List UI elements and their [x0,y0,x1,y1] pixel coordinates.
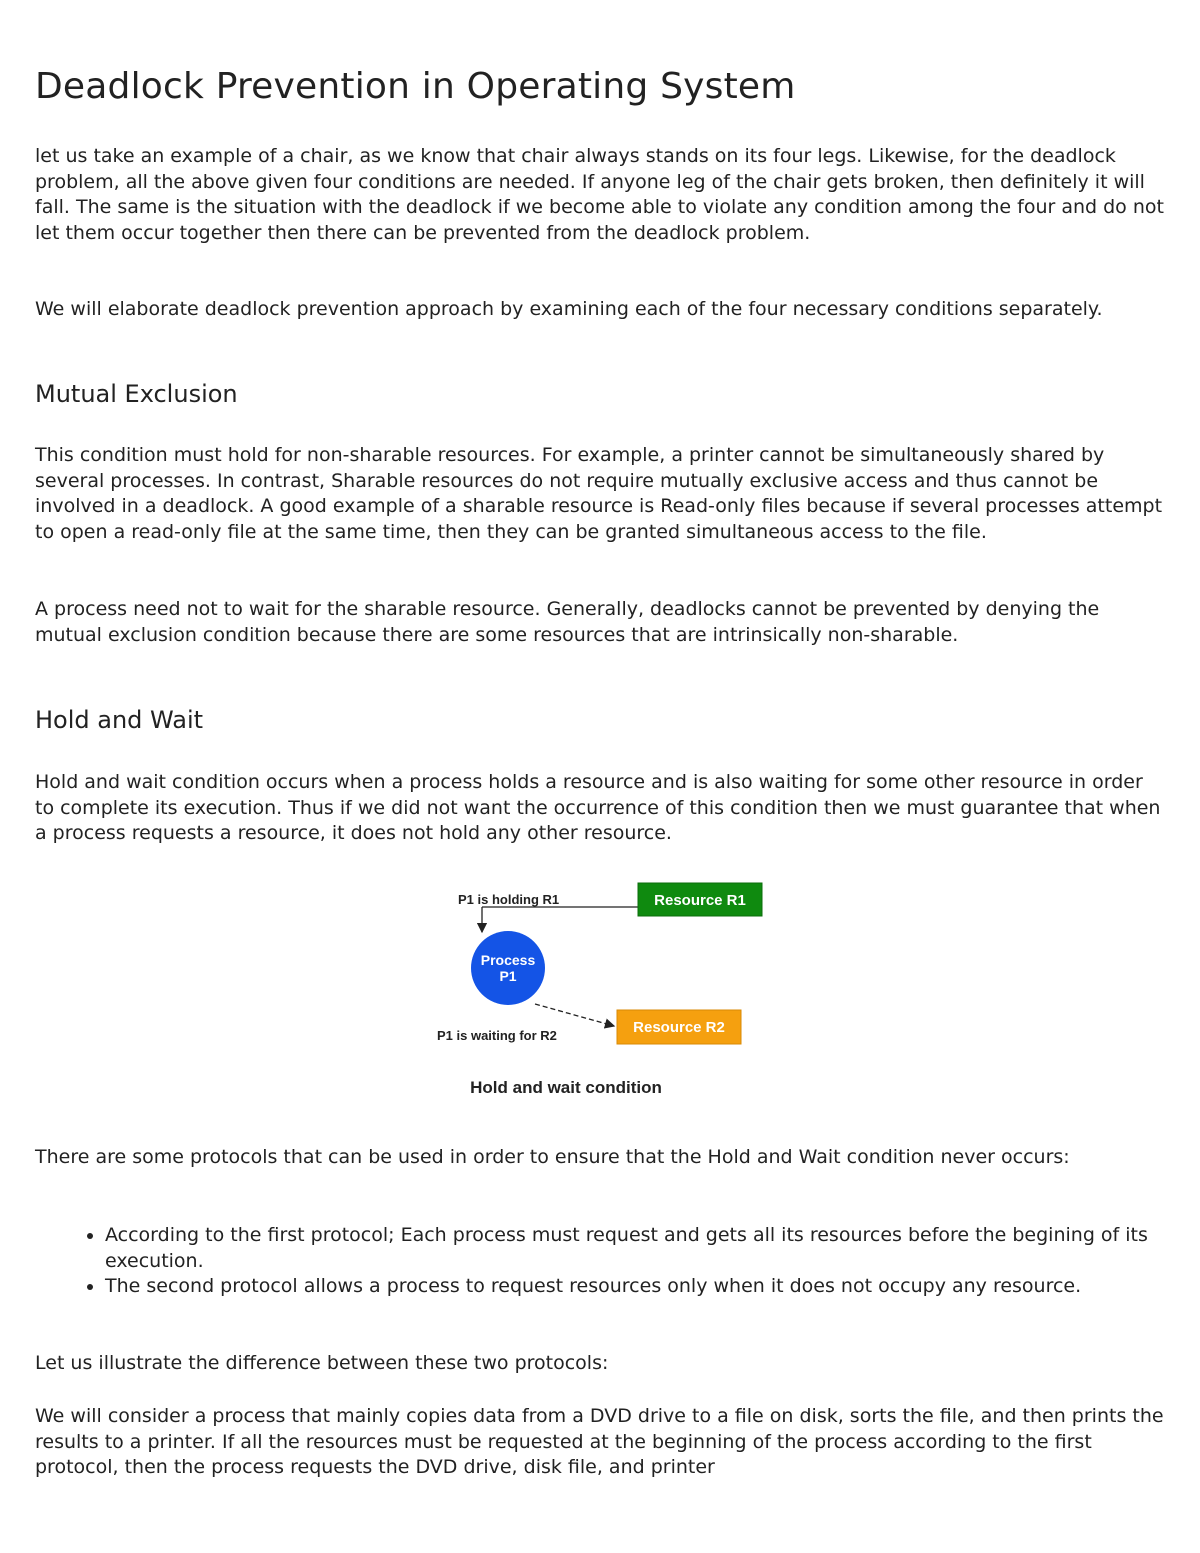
intro-paragraph-2: We will elaborate deadlock prevention approach by examining each of the four necessary conditions separately. [35,298,1103,320]
mutual-exclusion-paragraph-2: A process need not to wait for the sharable resource. Generally, deadlocks cannot be prevented by denying the mutual exclusion condition because there are some resources that are intrinsically non-sharable. [35,598,1100,646]
resource-r2-label: Resource R2 [633,1019,725,1036]
heading-mutual-exclusion: Mutual Exclusion [35,380,238,408]
intro-paragraph-1: let us take an example of a chair, as we know that chair always stands on its four legs. Likewise, for the deadlock problem, all the above given four conditions are needed. If anyone leg of the chair gets broken, then definitely it will fall. The same is the situation with the deadlock if we become able to violate any condition among the four and do not let them occur together then there can be prevented from the deadlock problem. [35,145,1164,244]
hold-and-wait-diagram [425,878,785,1108]
list-item: • According to the first protocol; Each process must request and gets all its resources before the begining of its execution. [105,1223,1200,1274]
diagram-svg [425,878,785,1108]
mutual-exclusion-paragraph-1: This condition must hold for non-sharable resources. For example, a printer cannot be simultaneously shared by several processes. In contrast, Sharable resources do not require mutually exclusive access and thus cannot be involved in a deadlock. A good example of a sharable resource is Read-only files because if several processes attempt to open a read-only file at the same time, then they can be granted simultaneous access to the file. [35,444,1163,543]
label-waiting: P1 is waiting for R2 [437,1028,557,1043]
diagram-caption: Hold and wait condition [470,1078,662,1097]
hold-and-wait-paragraph-2: There are some protocols that can be used in order to ensure that the Hold and Wait condition never occurs: [35,1146,1070,1168]
hold-and-wait-paragraph-1: Hold and wait condition occurs when a process holds a resource and is also waiting for some other resource in order to complete its execution. Thus if we did not want the occurrence of this condition then we must guarantee that when a process requests a resource, it does not hold any other resource. [35,771,1161,844]
label-holding: P1 is holding R1 [458,892,560,907]
protocol-list [35,1223,1200,1300]
page-title: Deadlock Prevention in Operating System [35,66,796,107]
resource-r1-label: Resource R1 [654,892,746,909]
list-item: • The second protocol allows a process to request resources only when it does not occupy any resource. [105,1274,1200,1300]
heading-hold-and-wait: Hold and Wait [35,706,204,734]
process-p1-label-line2: P1 [499,968,517,984]
waiting-arrow [535,1004,614,1026]
hold-and-wait-paragraph-3: Let us illustrate the difference between these two protocols: [35,1352,609,1374]
hold-and-wait-paragraph-4: We will consider a process that mainly copies data from a DVD drive to a file on disk, sorts the file, and then prints the results to a printer. If all the resources must be requested at the beginning of the process according to the first protocol, then the process requests the DVD drive, disk file, and printer [35,1405,1164,1478]
process-p1-label-line1: Process [480,952,536,968]
